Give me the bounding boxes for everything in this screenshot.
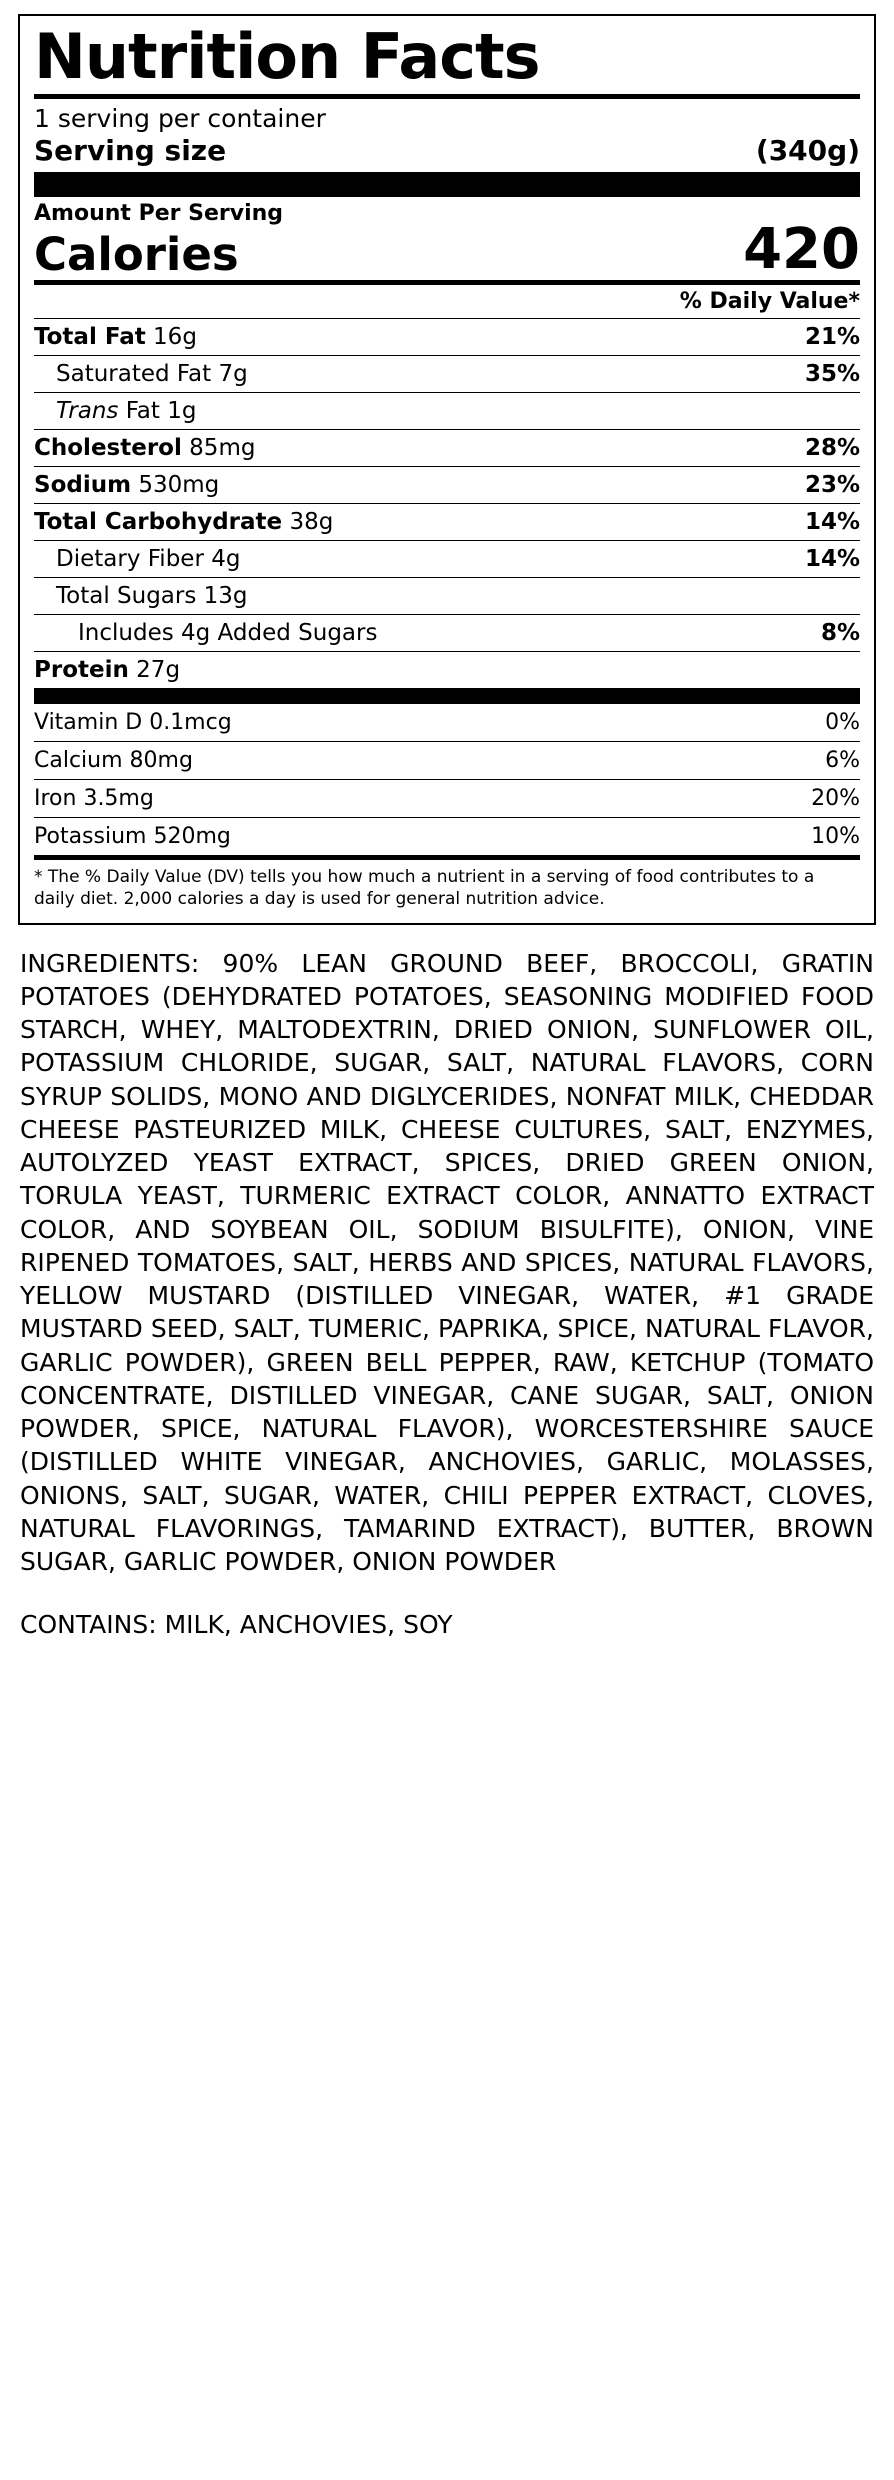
vitamin-d-dv: 0% (825, 710, 860, 735)
carbohydrate-dv: 14% (804, 509, 860, 535)
amount-per-serving-label: Amount Per Serving (34, 201, 284, 226)
daily-value-footnote: * The % Daily Value (DV) tells you how much a nutrient in a serving of food contributes to a daily diet. 2,000 calories a day is used for general nutrition advice. (34, 867, 815, 909)
servings-per-container: 1 serving per container (34, 104, 326, 133)
calories-value: 420 (743, 217, 860, 282)
potassium-dv: 10% (811, 824, 860, 849)
added-sugars-dv: 8% (820, 620, 860, 646)
cholesterol-label: Cholesterol (34, 435, 182, 461)
divider-under-title (34, 94, 860, 99)
nutrient-row-sodium (34, 467, 860, 503)
sodium-amount: 530mg (138, 472, 220, 498)
iron-label: Iron 3.5mg (34, 786, 154, 811)
trans-fat-italic-label: Trans (56, 398, 119, 424)
nutrient-row-total-carbohydrate (34, 504, 860, 540)
saturated-fat-label: Saturated Fat 7g (56, 361, 248, 387)
vitamin-row-potassium (34, 818, 860, 855)
contains-allergens-text: CONTAINS: MILK, ANCHOVIES, SOY (20, 1610, 453, 1640)
total-fat-amount: 16g (153, 324, 197, 350)
divider-thick-top (34, 172, 860, 197)
cholesterol-amount: 85mg (189, 435, 256, 461)
daily-value-header: % Daily Value* (679, 289, 860, 314)
nutrient-row-trans-fat (34, 393, 860, 429)
saturated-fat-dv: 35% (804, 361, 860, 387)
vitamin-row-iron (34, 780, 860, 817)
dietary-fiber-dv: 14% (804, 546, 860, 572)
iron-dv: 20% (811, 786, 860, 811)
sodium-dv: 23% (804, 472, 860, 498)
page-title: Nutrition Facts (34, 20, 540, 93)
serving-size-value: (340g) (755, 134, 860, 167)
nutrient-row-total-sugars (34, 578, 860, 614)
serving-size-label: Serving size (34, 134, 227, 167)
vitamin-d-label: Vitamin D 0.1mcg (34, 710, 232, 735)
carbohydrate-label: Total Carbohydrate (34, 509, 283, 535)
calories-row (34, 217, 860, 282)
serving-size-row (34, 134, 860, 167)
nutrient-row-dietary-fiber (34, 541, 860, 577)
potassium-label: Potassium 520mg (34, 824, 231, 849)
nutrient-row-protein (34, 652, 860, 688)
total-sugars-label: Total Sugars 13g (56, 583, 248, 609)
dietary-fiber-label: Dietary Fiber 4g (56, 546, 241, 572)
protein-amount: 27g (136, 657, 181, 683)
added-sugars-label: Includes 4g Added Sugars (78, 620, 378, 646)
nutrition-facts-panel (18, 14, 876, 925)
nutrient-row-total-fat (34, 319, 860, 355)
sodium-label: Sodium (34, 472, 132, 498)
carbohydrate-amount: 38g (289, 509, 334, 535)
total-fat-label: Total Fat (34, 324, 146, 350)
nutrient-row-added-sugars (34, 615, 860, 651)
cholesterol-dv: 28% (804, 435, 860, 461)
vitamin-row-calcium (34, 742, 860, 779)
calories-label: Calories (34, 227, 239, 281)
calcium-dv: 6% (825, 748, 860, 773)
protein-label: Protein (34, 657, 129, 683)
trans-fat-amount: Fat 1g (125, 398, 197, 424)
vitamin-row-vitamin-d (34, 704, 860, 741)
ingredients-text: INGREDIENTS: 90% LEAN GROUND BEEF, BROCCOLI, GRATIN POTATOES (DEHYDRATED POTATOES, SEASONING MODIFIED FOOD STARCH, WHEY, MALTODEXTRIN, DRIED ONION, SUNFLOWER OIL, POTASSIUM CHLORIDE, SUGAR, SALT, NATURAL FLAVORS, CORN SYRUP SOLIDS, MONO AND DIGLYCERIDES, NONFAT MILK, CHEDDAR CHEESE PASTEURIZED MILK, CHEESE CULTURES, SALT, ENZYMES, AUTOLYZED YEAST EXTRACT, SPICES, DRIED GREEN ONION, TORULA YEAST, TURMERIC EXTRACT COLOR, ANNATTO EXTRACT COLOR, AND SOYBEAN OIL, SODIUM BISULFITE), ONION, VINE RIPENED TOMATOES, SALT, HERBS AND SPICES, NATURAL FLAVORS, YELLOW MUSTARD (DISTILLED VINEGAR, WATER, #1 GRADE MUSTARD SEED, SALT, TUMERIC, PAPRIKA, SPICE, NATURAL FLAVOR, GARLIC POWDER), GREEN BELL PEPPER, RAW, KETCHUP (TOMATO CONCENTRATE, DISTILLED VINEGAR, CANE SUGAR, SALT, ONION POWDER, SPICE, NATURAL FLAVOR), WORCESTERSHIRE SAUCE (DISTILLED WHITE VINEGAR, ANCHOVIES, GARLIC, MOLASSES, ONIONS, SALT, SUGAR, WATER, CHILI PEPPER EXTRACT, CLOVES, NATURAL FLAVORINGS, TAMARIND EXTRACT), BUTTER, BROWN SUGAR, GARLIC POWDER, ONION POWDER (20, 948, 874, 1576)
nutrient-row-saturated-fat (34, 356, 860, 392)
nutrient-row-cholesterol (34, 430, 860, 466)
calcium-label: Calcium 80mg (34, 748, 193, 773)
total-fat-dv: 21% (804, 324, 860, 350)
divider-thick-bottom (34, 688, 860, 704)
